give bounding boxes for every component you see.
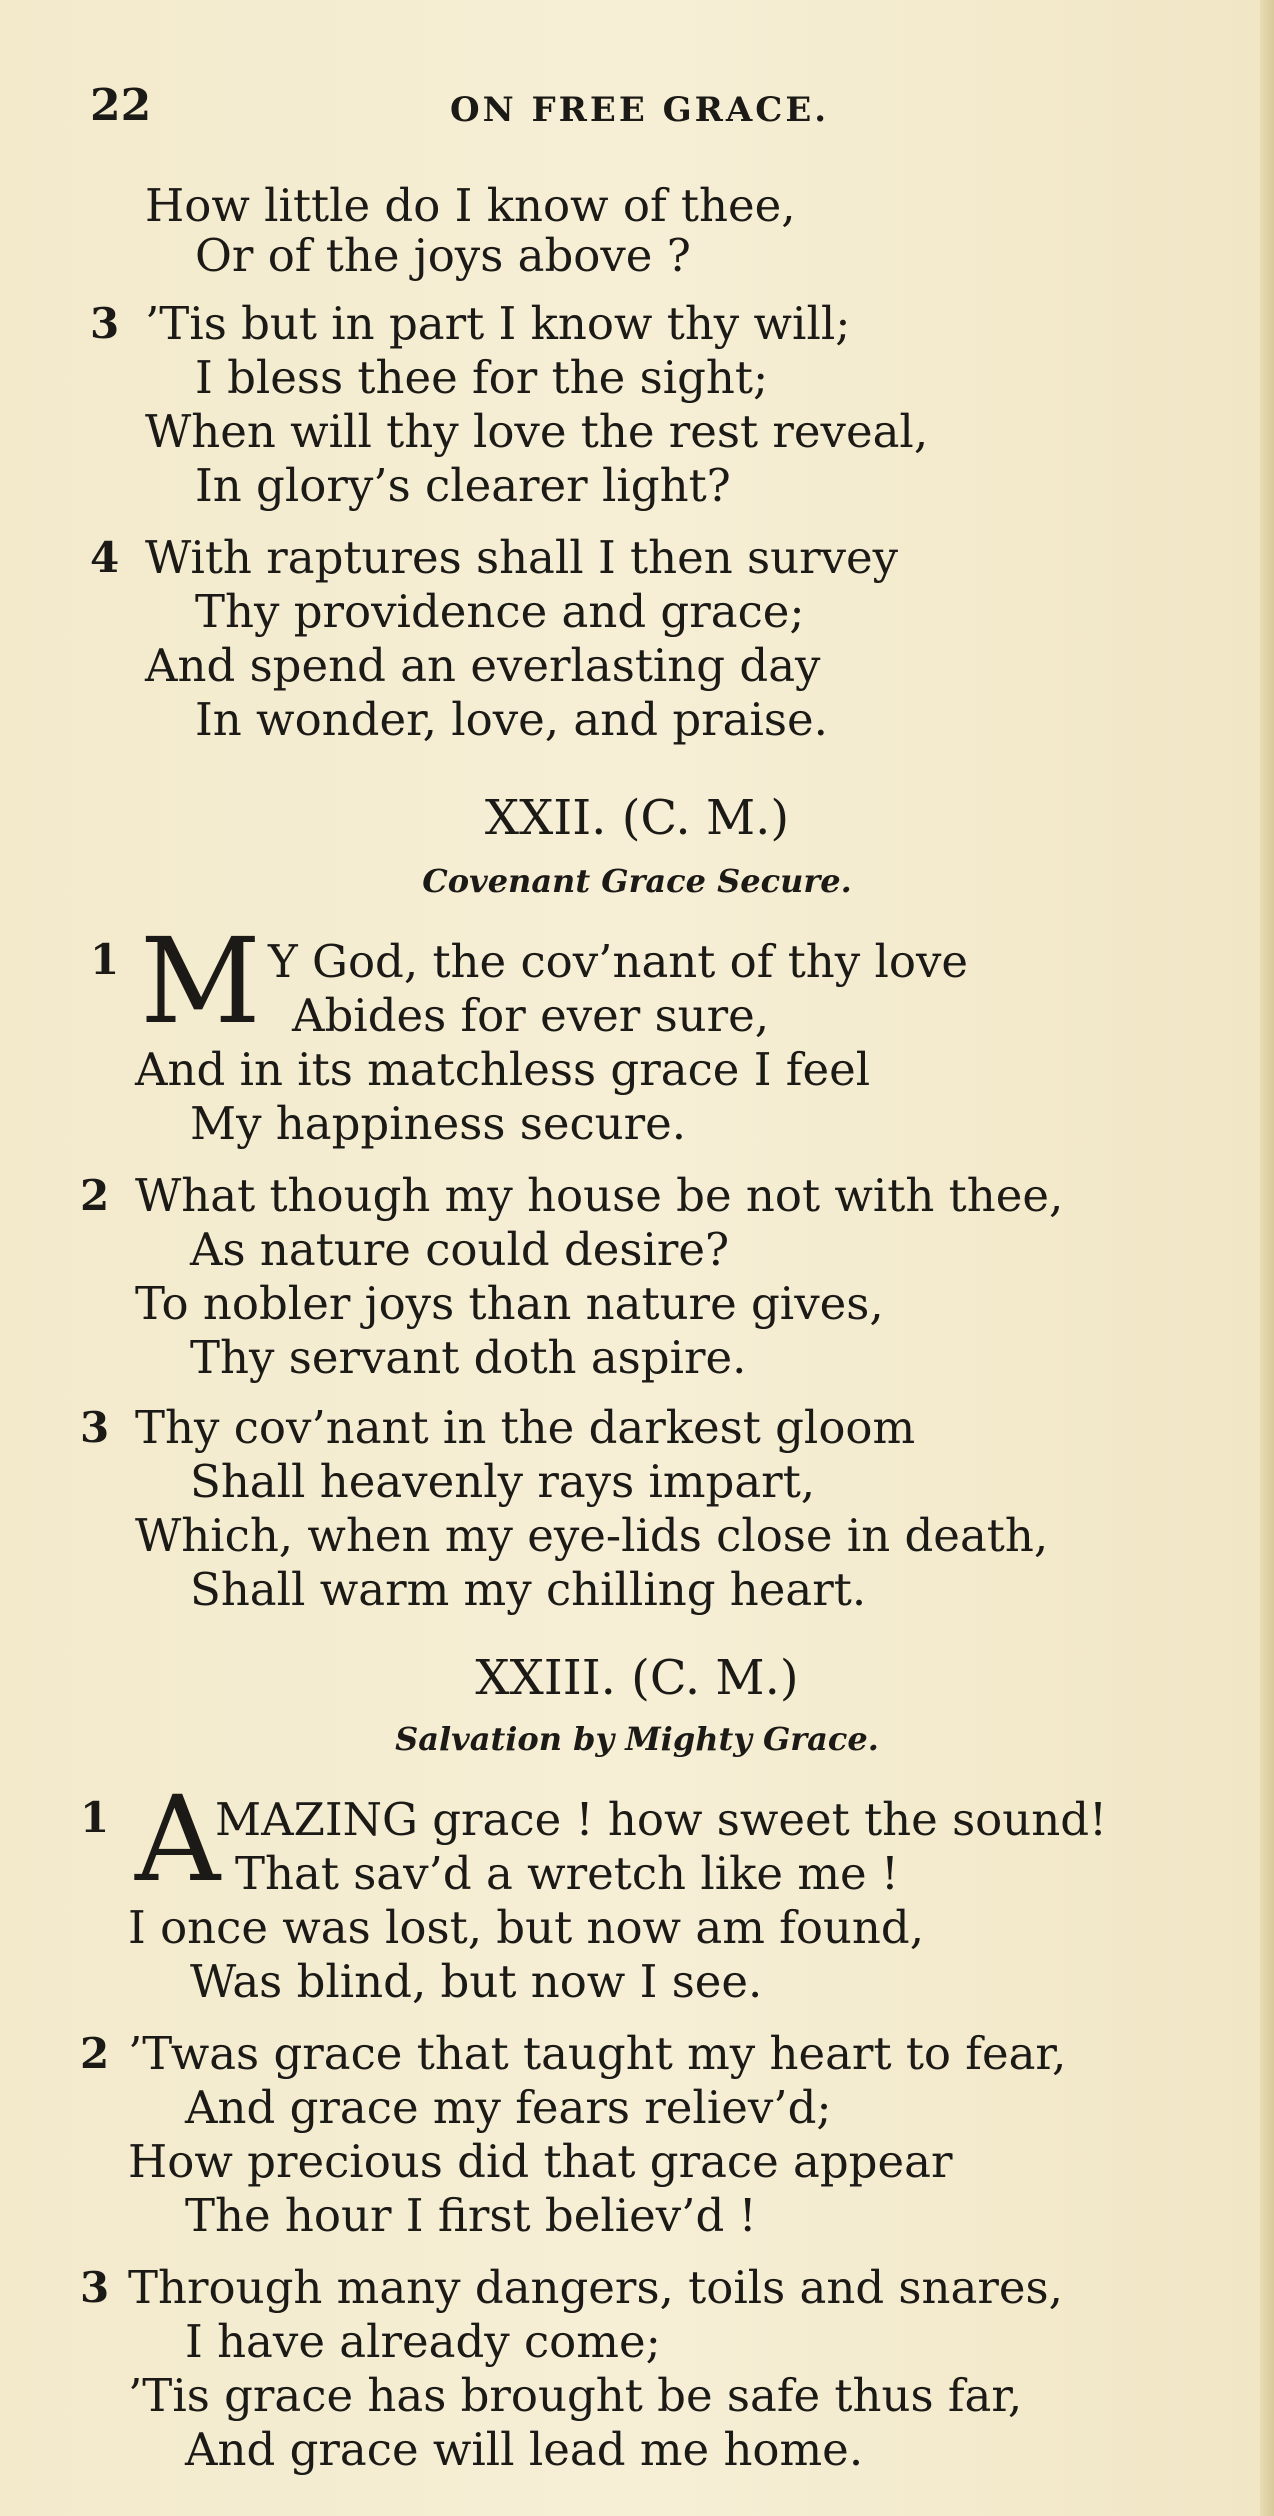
hymn-subtitle: Covenant Grace Secure.	[422, 862, 852, 900]
verse-line: Abides for ever sure,	[292, 989, 770, 1042]
verse-line: How precious did that grace appear	[128, 2135, 953, 2188]
verse-line: ’Tis but in part I know thy will;	[145, 297, 851, 350]
verse-line: And grace my fears reliev’d;	[185, 2081, 832, 2134]
verse-line: Y God, the cov’nant of thy love	[268, 935, 969, 988]
verse-line: Was blind, but now I see.	[190, 1955, 763, 2008]
verse-line: I once was lost, but now am found,	[128, 1901, 925, 1954]
verse-line: Thy cov’nant in the darkest gloom	[135, 1401, 916, 1454]
hymn-title: XXIII. (C. M.)	[475, 1650, 799, 1706]
verse-number: 4	[90, 533, 120, 582]
verse-line: And in its matchless grace I feel	[135, 1043, 871, 1096]
verse-number: 2	[80, 1171, 110, 1220]
verse-line: Shall heavenly rays impart,	[190, 1455, 816, 1508]
verse-line: And spend an everlasting day	[145, 639, 821, 692]
verse-line: ’Tis grace has brought be safe thus far,	[128, 2369, 1023, 2422]
hymn-title: XXII. (C. M.)	[484, 790, 790, 846]
verse-line: Thy servant doth aspire.	[190, 1331, 747, 1384]
verse-line: Through many dangers, toils and snares,	[128, 2261, 1063, 2314]
running-head: ON FREE GRACE.	[450, 90, 830, 130]
page-edge	[1260, 0, 1274, 2516]
verse-number: 1	[90, 935, 120, 984]
verse-line: When will thy love the rest reveal,	[145, 405, 929, 458]
verse-line: In glory’s clearer light?	[195, 459, 731, 512]
verse-line: Shall warm my chilling heart.	[190, 1563, 867, 1616]
verse-line: How little do I know of thee,	[145, 179, 796, 232]
verse-line: Which, when my eye-lids close in death,	[135, 1509, 1049, 1562]
verse-number: 3	[80, 1403, 110, 1452]
verse-line: That sav’d a wretch like me !	[235, 1847, 900, 1900]
verse-line: MAZING grace ! how sweet the sound!	[215, 1793, 1108, 1846]
verse-line: In wonder, love, and praise.	[195, 693, 828, 746]
verse-line: I have already come;	[185, 2315, 661, 2368]
verse-line: Thy providence and grace;	[195, 585, 805, 638]
verse-line: To nobler joys than nature gives,	[135, 1277, 884, 1330]
drop-cap: M	[140, 912, 261, 1050]
verse-number: 1	[80, 1793, 110, 1842]
verse-number: 3	[90, 299, 120, 348]
verse-line: ’Twas grace that taught my heart to fear,	[128, 2027, 1067, 2080]
verse-line: Or of the joys above ?	[195, 229, 691, 282]
hymn-subtitle: Salvation by Mighty Grace.	[395, 1720, 879, 1758]
verse-line: With raptures shall I then survey	[145, 531, 899, 584]
drop-cap: A	[135, 1770, 221, 1908]
page-header	[0, 80, 1274, 140]
verse-number: 3	[80, 2263, 110, 2312]
verse-line: I bless thee for the sight;	[195, 351, 769, 404]
verse-number: 2	[80, 2029, 110, 2078]
verse-line: My happiness secure.	[190, 1097, 687, 1150]
page-number: 22	[90, 80, 152, 131]
verse-line: The hour I first believ’d !	[185, 2189, 757, 2242]
verse-line: And grace will lead me home.	[185, 2423, 864, 2476]
verse-line: What though my house be not with thee,	[135, 1169, 1064, 1222]
verse-line: As nature could desire?	[190, 1223, 730, 1276]
